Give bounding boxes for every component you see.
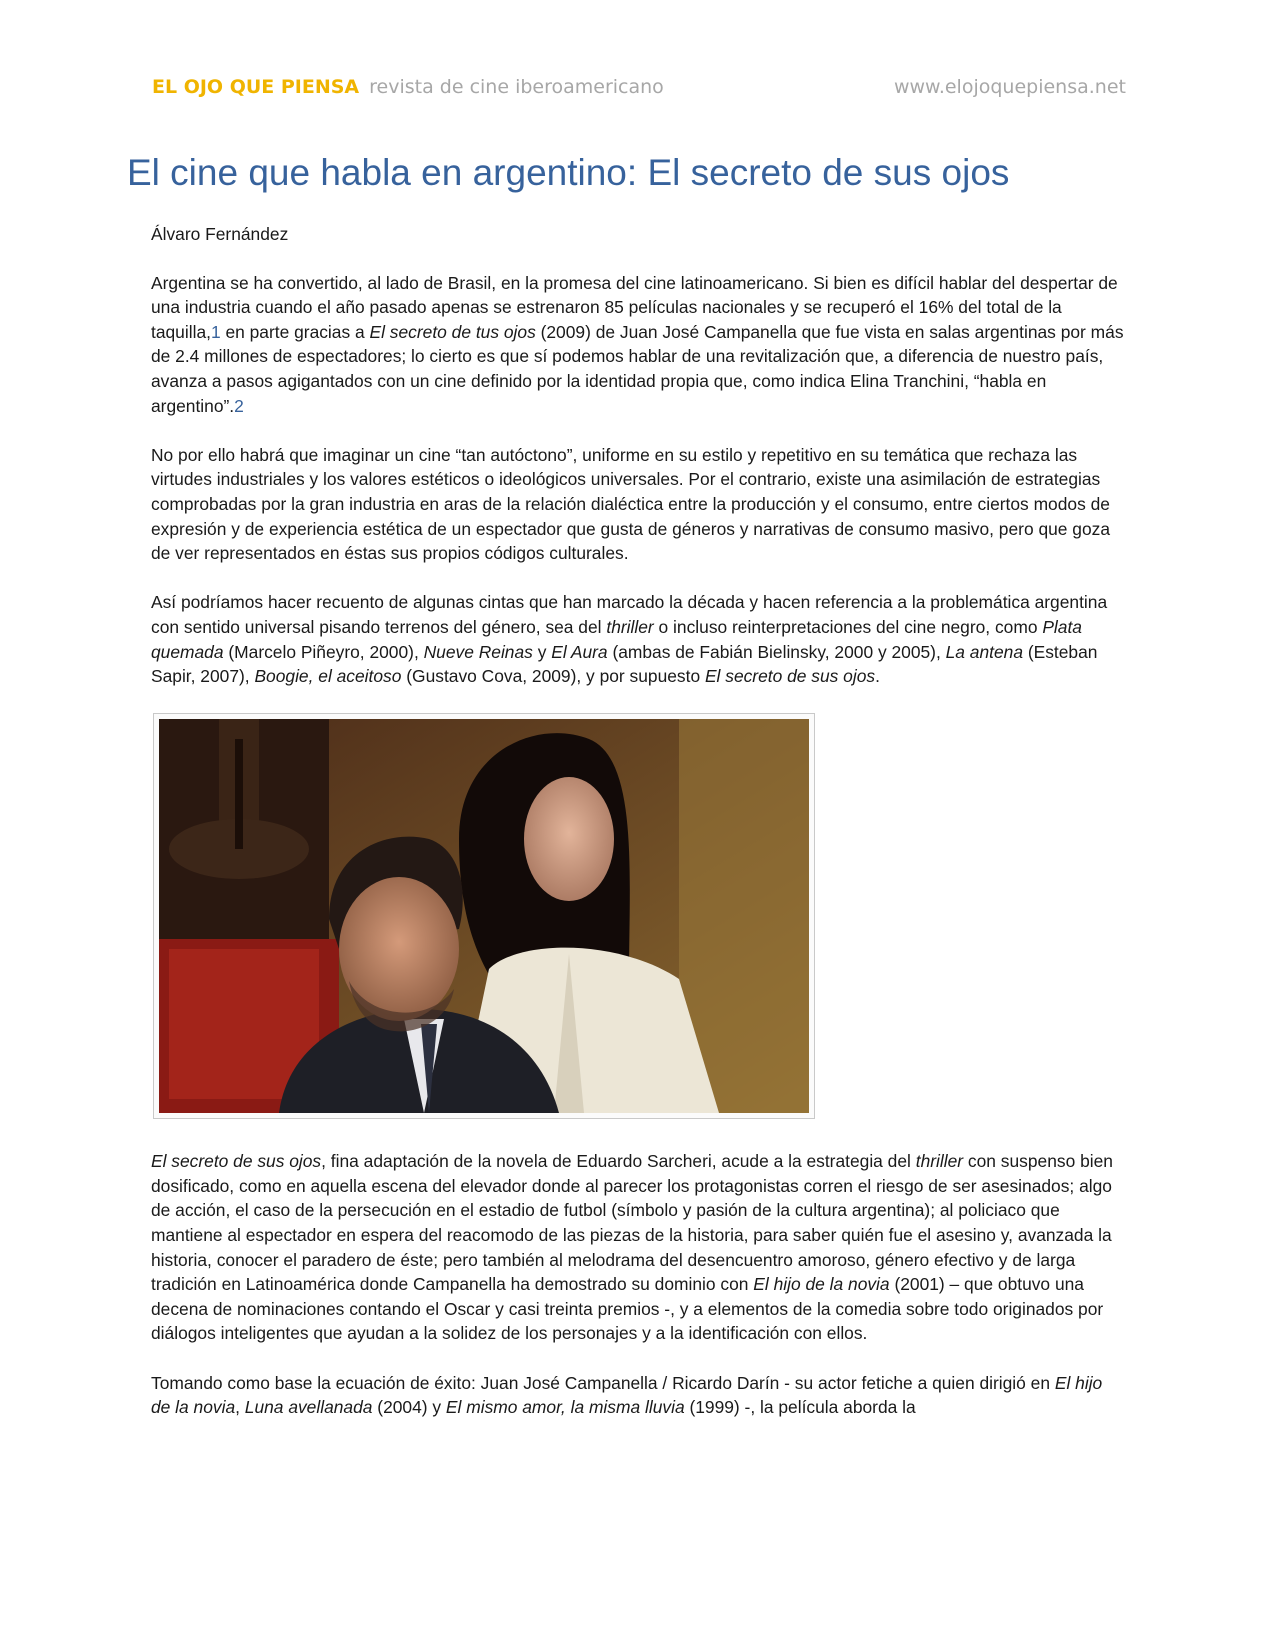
paragraph-1: Argentina se ha convertido, al lado de Brasil, en la promesa del cine latinoamericano. Si bien es difícil hablar del despertar de una industria cuando el año pasado apenas se estrenaron 85 películas nacionales y se recuperó el 16% del total de la taquilla,1 en parte gracias a El secreto de tus ojos (2009) de Juan José Campanella que fue vista en salas argentinas por más de 2.4 millones de espectadores; lo cierto es que sí podemos hablar de una revitalización que, a diferencia de nuestro país, avanza a pasos agigantados con un cine definido por la identidad propia que, como indica Elina Tranchini, “habla en argentino”.2 — [151, 272, 1124, 416]
article-body — [151, 222, 1126, 1444]
paragraph-5: Tomando como base la ecuación de éxito: Juan José Campanella / Ricardo Darín - su actor fetiche a quien dirigió en El hijo de la novia, Luna avellanada (2004) y El mismo amor, la misma lluvia (1999) -, la película aborda la — [151, 1372, 1103, 1418]
paragraph-3: Así podríamos hacer recuento de algunas cintas que han marcado la década y hacen referencia a la problemática argentina con sentido universal pisando terrenos del género, sea del thriller o incluso reinterpretaciones del cine negro, como Plata quemada (Marcelo Piñeyro, 2000), Nueve Reinas y El Aura (ambas de Fabián Bielinsky, 2000 y 2005), La antena (Esteban Sapir, 2007), Boogie, el aceitoso (Gustavo Cova, 2009), y por supuesto El secreto de sus ojos. — [151, 592, 1108, 687]
website-url[interactable]: www.elojoquepiensa.net — [893, 76, 1126, 98]
film-still-photo — [153, 713, 815, 1119]
paragraph-4: El secreto de sus ojos, fina adaptación de la novela de Eduardo Sarcheri, acude a la estrategia del thriller con suspenso bien dosificado, como en aquella escena del elevador donde al parecer los protagonistas corren el riesgo de ser asesinados; algo de acción, el caso de la persecución en el estadio de futbol (símbolo y pasión de la cultura argentina); al policiaco que mantiene al espectador en espera del reacomodo de las piezas de la historia, para saber quién fue el asesino y, avanzada la historia, conocer el paradero de éste; pero también al melodrama del desencuentro amoroso, género efectivo y de larga tradición en Latinoamérica donde Campanella ha demostrado su dominio con El hijo de la novia (2001) – que obtuvo una decena de nominaciones contando el Oscar y casi treinta premios -, y a elementos de la comedia sobre todo originados por diálogos inteligentes que ayudan a la solidez de los personajes y a la identificación con ellos. — [151, 1151, 1113, 1344]
film-still-image — [159, 719, 809, 1113]
page-header — [152, 76, 1126, 98]
paragraph-2: No por ello habrá que imaginar un cine “tan autóctono”, uniforme en su estilo y repetitivo en su temática que rechaza las virtudes industriales y los valores estéticos o ideológicos universales. Por el contrario, existe una asimilación de estrategias comprobadas por la gran industria en aras de la relación dialéctica entre la producción y el consumo, entre ciertos modos de expresión y de experiencia estética de un espectador que gusta de géneros y narrativas de consumo masivo, pero que goza de ver representados en éstas sus propios códigos culturales. — [151, 444, 1111, 564]
magazine-brand: EL OJO QUE PIENSA — [152, 76, 360, 98]
article-author: Álvaro Fernández — [151, 224, 289, 244]
magazine-tagline: revista de cine iberoamericano — [369, 76, 664, 98]
article-title: El cine que habla en argentino: El secreto de sus ojos — [127, 152, 1010, 193]
